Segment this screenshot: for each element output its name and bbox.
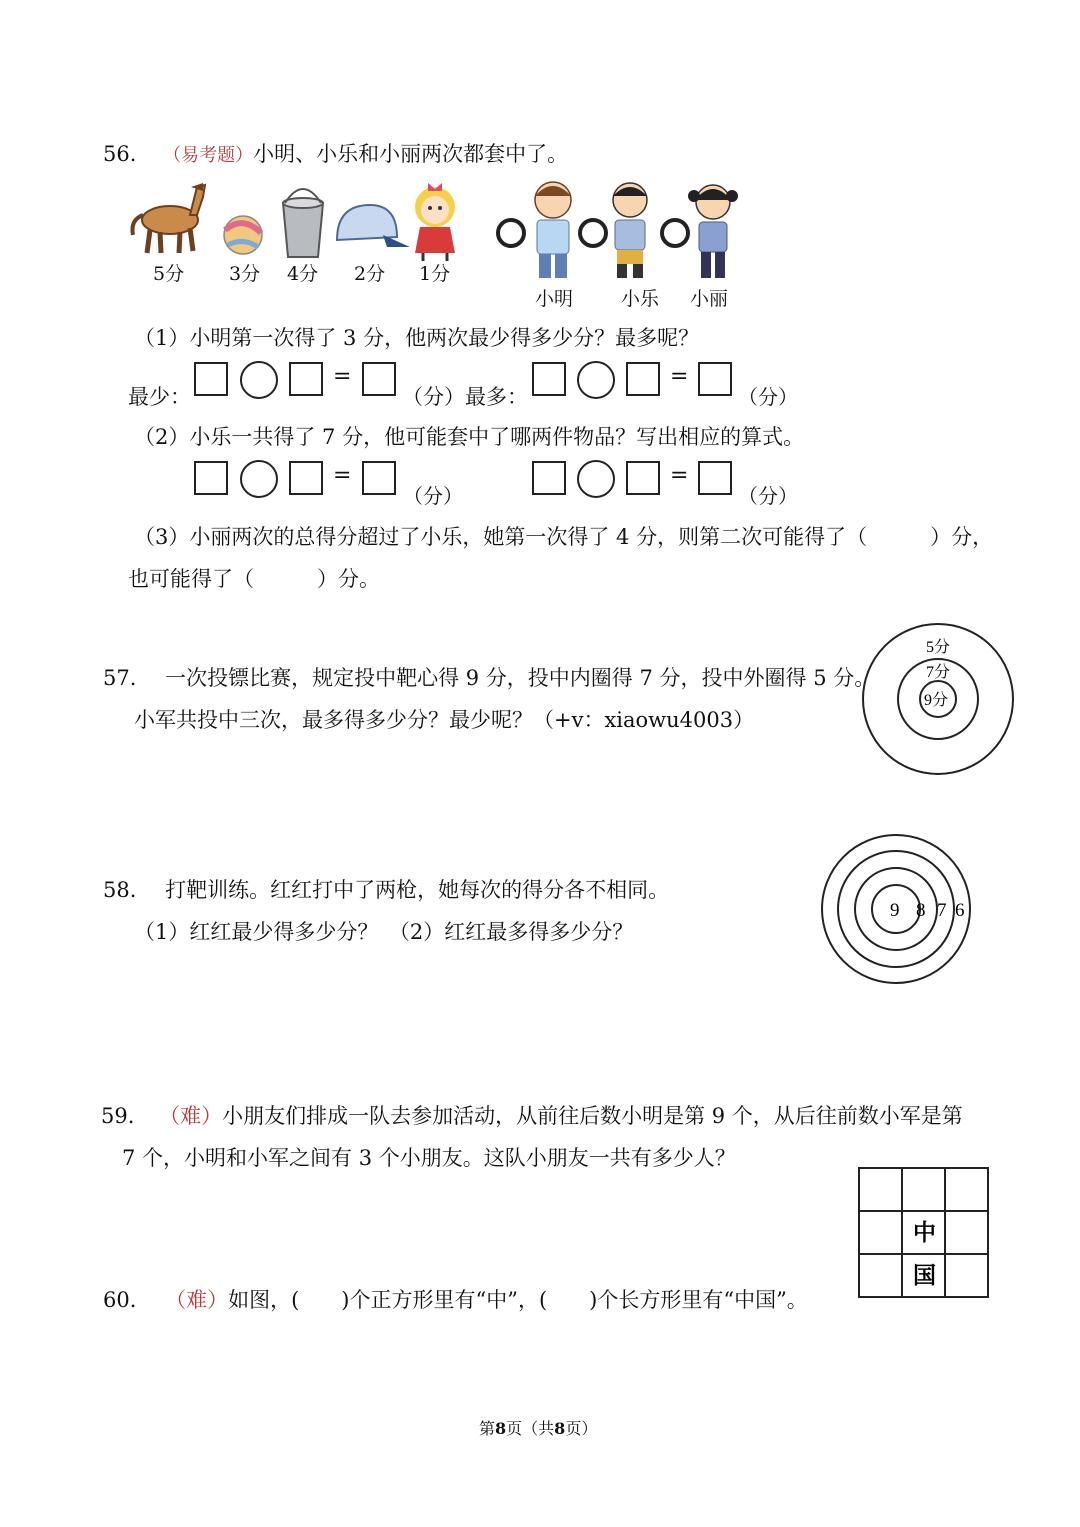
page-footer — [479, 1416, 597, 1439]
answer-box[interactable] — [532, 461, 566, 495]
ring-icon — [498, 220, 524, 246]
ring-icon — [580, 220, 606, 246]
q60-grid-figure — [858, 1167, 990, 1299]
q58-shooting-target — [820, 834, 975, 984]
footer-pre: 第 — [479, 1419, 496, 1438]
ring-label-7: 7 — [937, 900, 947, 921]
q59-number: 59. — [101, 1104, 135, 1128]
q60-number: 60. — [103, 1288, 137, 1312]
unit-label: （分） — [738, 385, 798, 409]
q57-text: 一次投镖比赛，规定投中靶心得 9 分，投中内圈得 7 分，投中外圈得 5 分。 — [165, 666, 876, 690]
q56-text: 小明、小乐和小丽两次都套中了。 — [253, 142, 569, 166]
answer-box[interactable] — [698, 362, 732, 396]
item-score-bucket: 4分 — [287, 263, 319, 285]
answer-box[interactable] — [362, 362, 396, 396]
outer-ring-label: 5分 — [926, 639, 951, 656]
bullseye-label: 9分 — [924, 692, 949, 709]
operator-circle[interactable] — [577, 460, 615, 498]
q56-part3-line1: （3）小丽两次的总得分超过了小乐，她第一次得了 4 分，则第二次可能得了（ ）分， — [134, 525, 994, 549]
cap-icon — [337, 205, 410, 247]
equals-sign: = — [670, 463, 689, 488]
answer-box[interactable] — [194, 461, 228, 495]
kid-xiaoming-figure — [535, 182, 571, 278]
answer-box[interactable] — [698, 461, 732, 495]
ring-label-6: 6 — [955, 900, 965, 921]
q56-part2-text: （2）小乐一共得了 7 分，他可能套中了哪两件物品？写出相应的算式。 — [134, 425, 805, 449]
q60-text: 如图，( )个正方形里有“中”，( )个长方形里有“中国”。 — [228, 1288, 808, 1312]
q56-tag: （易考题） — [163, 145, 254, 166]
kid-xiaole-figure — [613, 183, 647, 278]
doll-icon — [415, 183, 455, 261]
item-score-cap: 2分 — [354, 263, 386, 285]
q59-text: 小朋友们排成一队去参加活动，从前往后数小明是第 9 个，从后往前数小军是第 — [222, 1104, 963, 1128]
item-score-doll: 1分 — [419, 263, 451, 285]
ring-label-8: 8 — [916, 900, 926, 921]
q57-number: 57. — [103, 666, 137, 690]
q57-line1 — [103, 662, 875, 692]
bucket-icon — [283, 189, 323, 257]
q60-tag: （难） — [165, 1288, 229, 1312]
q59-line2: 7 个，小明和小军之间有 3 个小朋友。这队小朋友一共有多少人？ — [122, 1146, 736, 1170]
q56-max-label: （分）最多： — [402, 385, 528, 409]
answer-box[interactable] — [362, 461, 396, 495]
answer-box[interactable] — [532, 362, 566, 396]
ball-icon — [224, 216, 262, 254]
operator-circle[interactable] — [240, 361, 278, 399]
q56-min-label: 最少： — [128, 385, 191, 409]
q58-number: 58. — [103, 878, 137, 902]
grid-char-zhong: 中 — [913, 1220, 936, 1246]
kid-label-xiaoli: 小丽 — [690, 288, 729, 310]
footer-post: 页） — [565, 1419, 598, 1438]
inner-ring-label: 7分 — [926, 664, 951, 681]
q56-part3-line2: 也可能得了（ ）分。 — [128, 567, 380, 591]
answer-box[interactable] — [626, 461, 660, 495]
q57-line2: 小军共投中三次，最多得多少分？最少呢？（+v：xiaowu4003） — [134, 708, 755, 732]
q56-part1-text: （1）小明第一次得了 3 分，他两次最少得多少分？最多呢？ — [134, 326, 700, 350]
q60-line — [103, 1284, 808, 1314]
q56-kids-illustration — [495, 178, 750, 283]
item-score-horse: 5分 — [153, 263, 185, 285]
ring-icon — [662, 220, 688, 246]
q56-heading — [103, 138, 568, 168]
q59-line1 — [101, 1100, 963, 1130]
q58-line2: （1）红红最少得多少分？ （2）红红最多得多少分？ — [134, 920, 634, 944]
unit-label: （分） — [738, 484, 798, 508]
footer-page-number: 8 — [495, 1419, 507, 1438]
grid-char-guo: 国 — [913, 1263, 936, 1289]
equals-sign: = — [333, 463, 352, 488]
equals-sign: = — [670, 364, 689, 389]
q56-number: 56. — [103, 142, 137, 166]
horse-icon — [132, 183, 205, 253]
answer-box[interactable] — [289, 362, 323, 396]
q57-dart-target — [860, 623, 1016, 779]
q59-tag: （难） — [159, 1104, 223, 1128]
operator-circle[interactable] — [240, 460, 278, 498]
answer-box[interactable] — [289, 461, 323, 495]
q58-line1 — [103, 874, 669, 904]
ring-label-9: 9 — [890, 900, 900, 921]
item-score-ball: 3分 — [229, 263, 261, 285]
footer-total-pages: 8 — [554, 1419, 566, 1438]
unit-label: （分） — [403, 484, 463, 508]
answer-box[interactable] — [194, 362, 228, 396]
kid-label-xiaoming: 小明 — [535, 288, 574, 310]
footer-mid: 页（共 — [506, 1419, 555, 1438]
answer-box[interactable] — [626, 362, 660, 396]
kid-xiaoli-figure — [688, 185, 738, 278]
kid-label-xiaole: 小乐 — [621, 288, 660, 310]
operator-circle[interactable] — [577, 361, 615, 399]
q58-text: 打靶训练。红红打中了两枪，她每次的得分各不相同。 — [165, 878, 670, 902]
equals-sign: = — [333, 364, 352, 389]
